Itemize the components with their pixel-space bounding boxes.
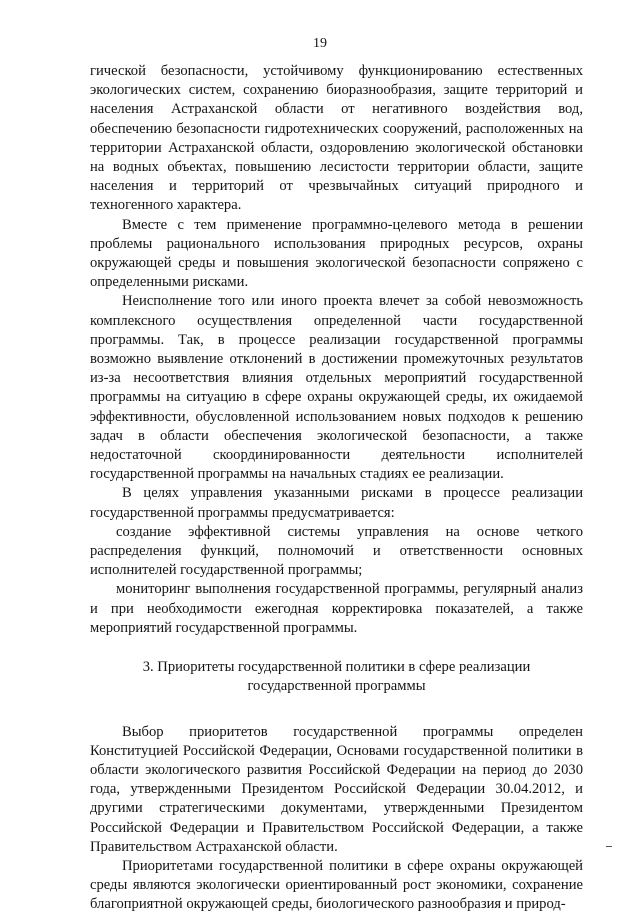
section-heading	[90, 658, 583, 696]
document-body	[90, 62, 583, 915]
page-number: 19	[313, 36, 327, 51]
list-item: создание эффективной системы управления на основе четкого распределения функций, полномочий и ответственности основных исполнителей государственной программы;	[90, 523, 583, 579]
paragraph: Неисполнение того или иного проекта влечет за собой невозможность комплексного осуществления определенной части государственной программы. Так, в процессе реализации государственной программы возможно выявление отклонений в достижении промежуточных результатов из-за несоответствия влияния отдельных мероприятий государственной программы на ситуацию в сфере охраны окружающей среды, их ожидаемой эффективности, обусловленной использованием новых подходов к решению задач в области обеспечения экологической безопасности, а также недостаточной скоординированности деятельности исполнителей государственной программы на начальных стадиях ее реализации.	[90, 293, 583, 483]
paragraph: Вместе с тем применение программно-целевого метода в решении проблемы рационального использования природных ресурсов, охраны окружающей среды и повышения экологической безопасности сопряжено с определенными рисками.	[90, 216, 583, 291]
section-heading-line: государственной программы	[247, 678, 426, 695]
paragraph: Выбор приоритетов государственной программы определен Конституцией Российской Федерации, Основами государственной политики в области экологического развития Российской Федерации на период до 2030 года, утвержденными Президентом Российской Федерации 30.04.2012, и другими стратегическими документами, утвержденными Президентом Российской Федерации и Правительством Российской Федерации, а также Правительством Астраханской области.	[90, 723, 583, 855]
paragraph: Приоритетами государственной политики в сфере охраны окружающей среды являются экологически ориентированный рост экономики, сохранение благоприятной окружающей среды, биологического разнообразия и природ-	[90, 857, 583, 913]
section-heading-line: 3. Приоритеты государственной политики в сфере реализации	[142, 659, 531, 676]
list-item: мониторинг выполнения государственной программы, регулярный анализ и при необходимости ежегодная корректировка показателей, а также мероприятий государственной программы.	[90, 581, 583, 636]
paragraph: В целях управления указанными рисками в процессе реализации государственной программы предусматривается:	[90, 485, 583, 521]
margin-mark	[606, 846, 612, 847]
paragraph: гической безопасности, устойчивому функционированию естественных экологических систем, сохранению биоразнообразия, защите территорий и населения Астраханской области от негативного воздействия вод, обеспечению безопасности гидротехнических сооружений, расположенных на территории Астраханской области, оздоровлению экологической обстановки на водных объектах, повышению лесистости территории области, защите населения и территорий от чрезвычайных ситуаций природного и техногенного характера.	[90, 63, 583, 214]
